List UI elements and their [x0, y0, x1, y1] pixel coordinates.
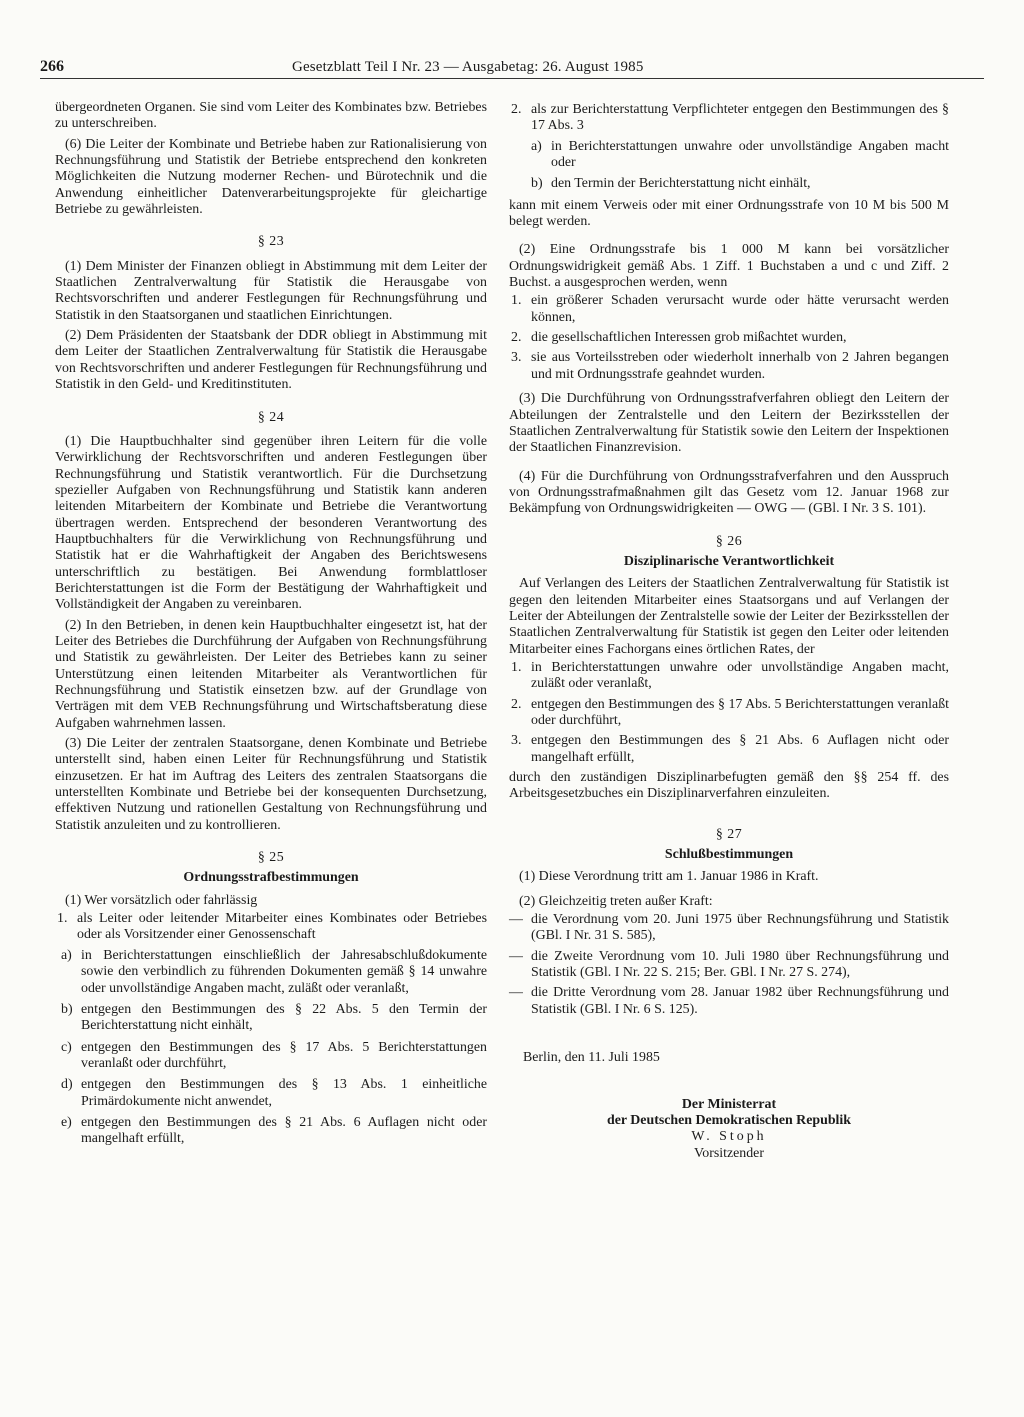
list-item-text: in Berichterstattungen unwahre oder unvollständige Angaben macht oder	[551, 138, 949, 171]
paragraph: (2) In den Betrieben, in denen kein Hauptbuchhalter eingesetzt ist, hat der Leiter des Betriebes die Durchführung der Aufgaben von Rechnungsführung und Statistik zu gewährleisten. Der Leiter des Betriebes kann zu seiner Unterstützung einen leitenden Mitarbeiter als Verantwortlichen für Rechnungsführung und Statistik einsetzen bzw. auf der Grundlage von Verträgen mit dem VEB Rechnungsführung und Wirtschaftsberatung diese Aufgaben wahrnehmen lassen.	[55, 617, 487, 731]
paragraph: (1) Die Hauptbuchhalter sind gegenüber ihren Leitern für die volle Verwirklichung der Rechtsvorschriften und anderen Festlegungen über Rechnungsführung und Statistik verantwortlich. Für die Durchsetzung spezieller Aufgaben von Rechnungsführung und Statistik kann anderen leitenden Mitarbeitern der Kombinate und Betriebe die Verantwortung übertragen werden. Entsprechend der besonderen Verantwortung des Hauptbuchhalters für die Verwirklichung von Rechnungsführung und Statistik hat er die Wahrhaftigkeit der Angaben des Berichtswesens unterschriftlich zu bestätigen. Bei Anwendung formblattloser Berichterstattungen ist die Form der Bestätigung der Wahrhaftigkeit und Vollständigkeit der Angaben zu vereinbaren.	[55, 433, 487, 613]
list-item-text: entgegen den Bestimmungen des § 17 Abs. 5 Berichterstattungen veranlaßt oder durchführt,	[531, 696, 949, 728]
paragraph: (3) Die Durchführung von Ordnungsstrafverfahren obliegt den Leitern der Abteilungen der Zentralstelle und den Leitern der Bezirksstellen der Staatlichen Zentralverwaltung für Statistik sowie den Leitern der Inspektionen der Staatlichen Finanzrevision.	[509, 391, 949, 456]
list-marker: 1.	[57, 911, 68, 927]
lettered-list	[531, 139, 949, 193]
list-marker: e)	[61, 1114, 72, 1130]
section-title: Ordnungsstrafbestimmungen	[183, 870, 359, 886]
list-item-text: entgegen den Bestimmungen des § 22 Abs. 5 den Termin der Berichterstattung nicht einhält,	[81, 1001, 487, 1034]
list-marker: a)	[531, 138, 542, 154]
list-item	[531, 176, 949, 192]
paragraph: (4) Für die Durchführung von Ordnungsstrafverfahren und den Ausspruch von Ordnungsstrafmaßnahmen gilt das Gesetz vom 12. Januar 1968 zur Bekämpfung von Ordnungswidrigkeiten — OWG — (GBl. I Nr. 3 S. 101).	[509, 468, 949, 517]
list-marker: 2.	[511, 696, 522, 712]
signature-block	[509, 1097, 949, 1130]
list-item-text: entgegen den Bestimmungen des § 21 Abs. 6 Auflagen nicht oder mangelhaft erfüllt,	[81, 1114, 487, 1147]
page-number: 266	[40, 58, 64, 75]
list-marker: —	[509, 985, 523, 1001]
lettered-list	[61, 948, 487, 1148]
list-item	[61, 1002, 487, 1035]
paragraph: (1) Wer vorsätzlich oder fahrlässig	[65, 892, 258, 908]
list-item	[61, 1115, 487, 1148]
signer-name: W. Stoph	[691, 1129, 767, 1145]
list-marker: —	[509, 948, 523, 964]
list-item	[509, 660, 949, 693]
list-marker: c)	[61, 1039, 72, 1055]
numbered-list	[509, 293, 949, 383]
signer	[509, 1129, 949, 1162]
list-marker: d)	[61, 1077, 73, 1093]
list-item	[509, 733, 949, 766]
list-item	[509, 912, 949, 945]
right-column	[509, 100, 949, 1162]
signing-body-full: der Deutschen Demokratischen Republik	[607, 1112, 851, 1128]
left-column	[55, 100, 487, 1153]
list-marker: 1.	[511, 293, 522, 309]
list-item-text: sie aus Vorteilsstreben oder wiederholt innerhalb von 2 Jahren begangen und mit Ordnungsstrafe geahndet wurden.	[531, 350, 949, 382]
list-item-text: in Berichterstattungen einschließlich der Jahresabschlußdokumente sowie den verbindlich zu führenden Dokumenten gemäß § 14 unwahre oder unvollständige Angaben macht, zuläßt oder veranlaßt,	[81, 947, 487, 996]
list-marker: 2.	[511, 330, 522, 346]
signing-body: Der Ministerrat	[681, 1096, 777, 1112]
list-item	[509, 102, 949, 135]
list-item	[61, 1040, 487, 1073]
dash-list	[509, 912, 949, 1018]
paragraph: (1) Diese Verordnung tritt am 1. Januar 1986 in Kraft.	[519, 869, 819, 885]
list-item-text: die Dritte Verordnung vom 28. Januar 1982 über Rechnungsführung und Statistik (GBl. I Nr. 6 S. 125).	[531, 985, 949, 1017]
list-item-text: entgegen den Bestimmungen des § 17 Abs. 5 Berichterstattungen veranlaßt oder durchführt,	[81, 1039, 487, 1071]
list-item	[509, 330, 949, 346]
list-item-text: den Termin der Berichterstattung nicht einhält,	[551, 176, 811, 192]
list-marker: 1.	[511, 659, 522, 675]
list-item	[509, 293, 949, 326]
list-item-text: die Zweite Verordnung vom 10. Juli 1980 über Rechnungsführung und Statistik (GBl. I Nr. 22 S. 215; Ber. GBl. I Nr. 27 S. 274),	[531, 948, 949, 981]
paragraph: durch den zuständigen Disziplinarbefugten gemäß den §§ 254 ff. des Arbeitsgesetzbuches ein Disziplinarverfahren einzuleiten.	[509, 770, 949, 802]
numbered-list	[509, 102, 949, 135]
section-heading: § 25	[257, 850, 285, 866]
paragraph: kann mit einem Verweis oder mit einer Ordnungsstrafe von 10 M bis 500 M belegt werden.	[509, 197, 949, 230]
list-marker: a)	[61, 947, 72, 963]
paragraph: Auf Verlangen des Leiters der Staatlichen Zentralverwaltung für Statistik ist gegen den leitenden Mitarbeiter eines Staatsorgans und auf Verlangen der Leiter der Abteilungen der Zentralstelle sowie der Leiter der Bezirksstellen der Staatlichen Zentralverwaltung für Statistik ist gegen den Leiter oder leitenden Mitarbeiter eines Fachorgans eines örtlichen Rates, der	[509, 576, 949, 657]
section-heading: § 26	[715, 533, 743, 549]
section-heading: § 24	[257, 409, 285, 425]
paragraph: (2) Eine Ordnungsstrafe bis 1 000 M kann bei vorsätzlicher Ordnungswidrigkeit gemäß Abs. 1 Ziff. 1 Buchstaben a und c und Ziff. 2 Buchst. a ausgesprochen werden, wenn	[509, 242, 949, 291]
list-marker: 3.	[511, 733, 522, 749]
gazette-title: Gesetzblatt Teil I Nr. 23 — Ausgabetag: 26. August 1985	[292, 59, 644, 75]
list-item	[61, 1077, 487, 1110]
signer-title: Vorsitzender	[694, 1145, 764, 1161]
paragraph: (6) Die Leiter der Kombinate und Betriebe haben zur Rationalisierung von Rechnungsführung und Statistik der Betriebe entsprechend den konkreten Möglichkeiten die Nutzung moderner Rechen- und Bürotechnik und die Anwendung einheitlicher Datenverarbeitungsprojekte für gleichartige Betriebe zu gewährleisten.	[55, 136, 487, 218]
numbered-list	[509, 660, 949, 766]
list-marker: b)	[61, 1001, 73, 1017]
list-item-text: ein größerer Schaden verursacht wurde oder hätte verursacht werden können,	[531, 293, 949, 325]
place-date: Berlin, den 11. Juli 1985	[523, 1050, 660, 1066]
list-item-text: als zur Berichterstattung Verpflichteter entgegen den Bestimmungen des § 17 Abs. 3	[531, 102, 949, 134]
list-item	[509, 949, 949, 982]
list-marker: b)	[531, 176, 543, 192]
list-item	[531, 139, 949, 172]
list-item-text: entgegen den Bestimmungen des § 21 Abs. 6 Auflagen nicht oder mangelhaft erfüllt,	[531, 733, 949, 765]
paragraph: (2) Gleichzeitig treten außer Kraft:	[519, 893, 713, 909]
section-title: Schlußbestimmungen	[664, 847, 794, 863]
list-marker: 3.	[511, 350, 522, 366]
list-item-text: in Berichterstattungen unwahre oder unvollständige Angaben macht, zuläßt oder veranlaßt,	[531, 659, 949, 692]
list-item	[509, 697, 949, 730]
list-item-text: die Verordnung vom 20. Juni 1975 über Rechnungsführung und Statistik (GBl. I Nr. 31 S. 585),	[531, 912, 949, 944]
numbered-list	[55, 911, 487, 944]
list-item-text: die gesellschaftlichen Interessen grob mißachtet wurden,	[531, 330, 847, 346]
paragraph: (3) Die Leiter der zentralen Staatsorgane, denen Kombinate und Betriebe unterstellt sind, haben einen Leiter für Rechnungsführung und Statistik einzusetzen. Er hat im Auftrag des Leiters des zentralen Staatsorgans die unterstellten Kombinate und Betriebe bei der konsequenten Durchsetzung, effektiven Nutzung und rationellen Gestaltung von Rechnungsführung und Statistik anzuleiten und zu kontrollieren.	[55, 736, 487, 833]
list-item	[61, 948, 487, 997]
paragraph: (1) Dem Minister der Finanzen obliegt in Abstimmung mit dem Leiter der Staatlichen Zentralverwaltung für Statistik die Herausgabe von Rechtsvorschriften und anderer Festlegungen für Rechnungsführung und Statistik in den Staatsorganen und staatlichen Einrichtungen.	[55, 258, 487, 323]
list-item-text: entgegen den Bestimmungen des § 13 Abs. 1 einheitliche Primärdokumente nicht anwendet,	[81, 1077, 487, 1109]
section-heading: § 27	[715, 826, 743, 842]
list-item-text: als Leiter oder leitender Mitarbeiter eines Kombinates oder Betriebes oder als Vorsitzender einer Genossenschaft	[77, 911, 487, 943]
paragraph: (2) Dem Präsidenten der Staatsbank der DDR obliegt in Abstimmung mit dem Leiter der Staatlichen Zentralverwaltung für Statistik die Herausgabe von Rechtsvorschriften und anderer Festlegungen für Rechnungsführung und Statistik in den Geld- und Kreditinstituten.	[55, 328, 487, 393]
list-item	[509, 350, 949, 383]
list-item	[55, 911, 487, 944]
section-heading: § 23	[257, 234, 285, 250]
paragraph: übergeordneten Organen. Sie sind vom Leiter des Kombinates bzw. Betriebes zu unterschreiben.	[55, 100, 487, 132]
page-header	[40, 58, 984, 79]
list-item	[509, 985, 949, 1018]
list-marker: —	[509, 912, 523, 928]
section-title: Disziplinarische Verantwortlichkeit	[623, 553, 835, 569]
list-marker: 2.	[511, 102, 522, 117]
